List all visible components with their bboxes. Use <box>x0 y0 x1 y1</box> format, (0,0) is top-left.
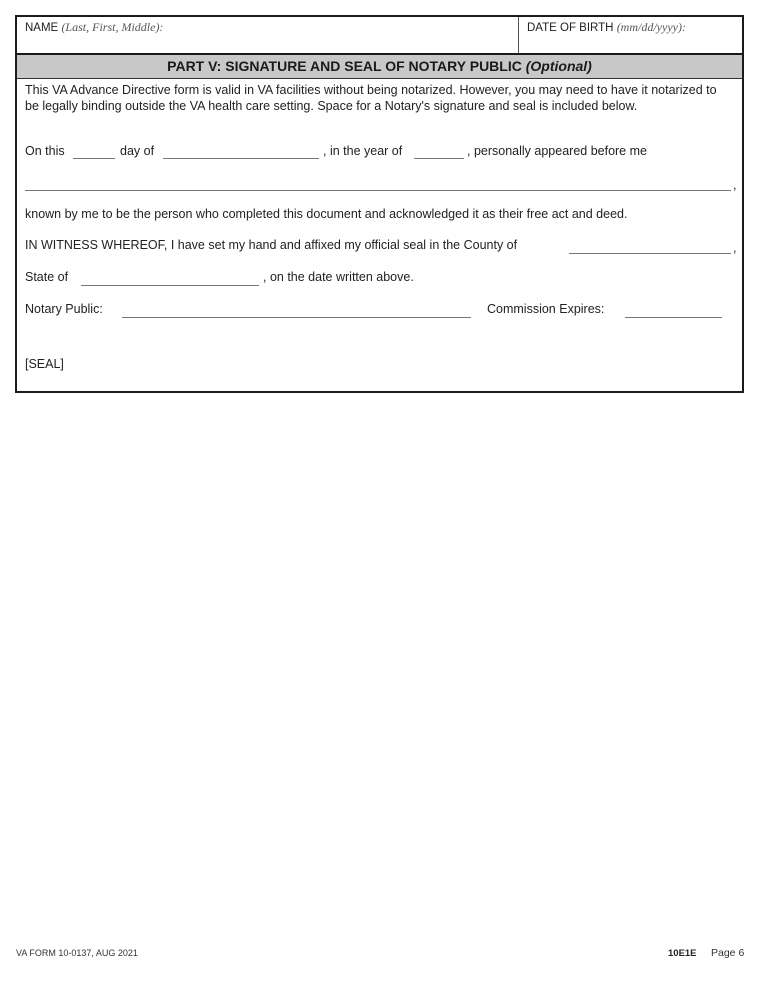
name-field[interactable] <box>17 17 519 53</box>
state-of-label: State of <box>25 270 69 284</box>
notary-public-label: Notary Public: <box>25 302 103 316</box>
day-of-label: day of <box>120 144 155 158</box>
part-optional: (Optional) <box>525 58 592 74</box>
notary-signature-blank[interactable] <box>122 317 471 318</box>
notary-body <box>17 79 742 391</box>
notary-form <box>15 15 744 393</box>
dob-label: DATE OF BIRTH <box>527 22 614 34</box>
comma: , <box>733 241 737 255</box>
name-label: NAME <box>25 22 59 34</box>
date-written-text: , on the date written above. <box>263 270 414 284</box>
year-blank[interactable] <box>414 158 464 159</box>
on-this-label: On this <box>25 144 65 158</box>
date-of-birth-field[interactable] <box>519 17 742 53</box>
day-blank[interactable] <box>73 158 115 159</box>
part-v-header <box>17 55 742 79</box>
county-blank[interactable] <box>569 253 731 254</box>
seal-label: [SEAL] <box>25 357 64 371</box>
known-by-me-text: known by me to be the person who completed this document and acknowledged it as their free act and deed. <box>25 207 628 221</box>
personally-appeared-label: , personally appeared before me <box>467 144 647 158</box>
intro-paragraph: This VA Advance Directive form is valid in VA facilities without being notarized. However, you may need to have it notarized to be legally binding outside the VA health care setting. Space for a Notary's signature and seal is included below. <box>25 83 717 113</box>
comma: , <box>733 178 737 192</box>
part-title: PART V: SIGNATURE AND SEAL OF NOTARY PUBLIC <box>167 58 522 74</box>
form-code: 10E1E <box>668 948 697 959</box>
month-blank[interactable] <box>163 158 319 159</box>
form-identifier: VA FORM 10-0137, AUG 2021 <box>16 948 138 958</box>
commission-expires-blank[interactable] <box>625 317 722 318</box>
state-blank[interactable] <box>81 285 259 286</box>
commission-expires-label: Commission Expires: <box>487 302 605 316</box>
in-the-year-of-label: , in the year of <box>323 144 403 158</box>
page-number: Page 6 <box>711 947 745 959</box>
dob-hint: (mm/dd/yyyy): <box>616 20 686 34</box>
name-hint: (Last, First, Middle): <box>61 20 164 34</box>
witness-whereof-text: IN WITNESS WHEREOF, I have set my hand and affixed my official seal in the County of <box>25 238 518 252</box>
identity-row <box>17 17 742 55</box>
person-name-blank[interactable] <box>25 190 731 191</box>
